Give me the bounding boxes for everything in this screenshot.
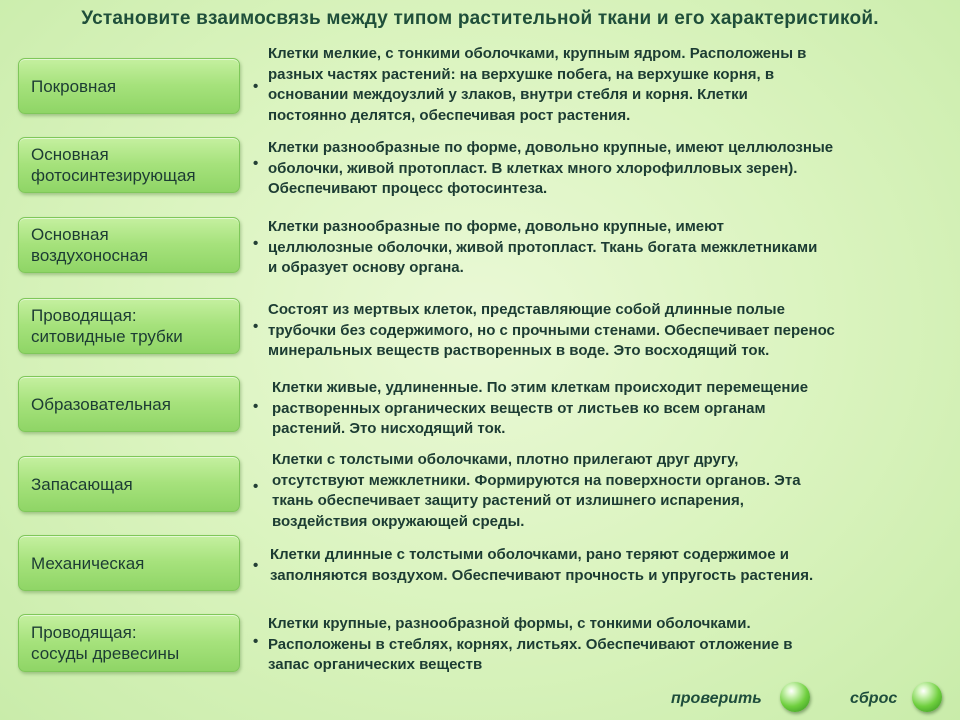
tissue-label: Основная воздухоносная	[31, 225, 149, 265]
description-text[interactable]: Клетки мелкие, с тонкими оболочками, крупным ядром. Расположены в разных частях растений: на верхушке побега, на верхушке корня, в основании междоузлий у злаков, внутри стебля и корня. Клетки постоянно делятся, обеспечивая рост растения.	[268, 45, 807, 124]
bullet-dot: •	[253, 557, 259, 574]
check-button[interactable]	[780, 682, 810, 712]
tissue-label: Проводящая: сосуды древесины	[31, 623, 180, 663]
tissue-label: Покровная	[31, 76, 117, 96]
description-text[interactable]: Клетки крупные, разнообразной формы, с тонкими оболочками. Расположены в стеблях, корнях, листьях. Обеспечивают отложение в запас органических веществ	[268, 615, 793, 673]
tissue-label: Основная фотосинтезирующая	[31, 145, 196, 185]
tissue-tile-sitovidnye-trubki[interactable]	[18, 298, 240, 354]
tissue-tile-pokrovnaya[interactable]	[18, 58, 240, 114]
description-text[interactable]: Клетки длинные с толстыми оболочками, рано теряют содержимое и заполняются воздухом. Обеспечивают прочность и упругость растения.	[270, 546, 814, 584]
tissue-label: Образовательная	[31, 394, 171, 414]
description-text[interactable]: Клетки живые, удлиненные. По этим клеткам происходит перемещение растворенных органических веществ от листьев ко всем органам растений. Это нисходящий ток.	[272, 379, 809, 437]
tissue-tile-obrazovatelnaya[interactable]	[18, 376, 240, 432]
bullet-dot: •	[253, 318, 259, 335]
description-text[interactable]: Клетки разнообразные по форме, довольно крупные, имеют целлюлозные оболочки, живой протопласт. Ткань богата межклетниками и образует основу органа.	[268, 218, 818, 276]
bullet-dot: •	[253, 633, 259, 650]
bullet-dot: •	[253, 235, 259, 252]
bullet-dot: •	[253, 478, 259, 495]
tissue-label: Механическая	[31, 553, 145, 573]
tissue-label: Проводящая: ситовидные трубки	[31, 306, 183, 346]
description-text[interactable]: Клетки разнообразные по форме, довольно крупные, имеют целлюлозные оболочки, живой протопласт. В клетках много хлорофилловых зерен). Обеспечивают процесс фотосинтеза.	[268, 139, 834, 197]
tissue-label: Запасающая	[31, 474, 133, 494]
bullet-dot: •	[253, 78, 259, 95]
tissue-tile-zapasayushchaya[interactable]	[18, 456, 240, 512]
description-text[interactable]: Клетки с толстыми оболочками, плотно прилегают друг другу, отсутствуют межклетники. Формируются на поверхности органов. Эта ткань обеспечивает защиту растений от излишнего испарения, воздействия окружающей среды.	[272, 451, 801, 530]
reset-button[interactable]	[912, 682, 942, 712]
bullet-dot: •	[253, 155, 259, 172]
bullet-dot: •	[253, 398, 259, 415]
tissue-tile-osnovnaya-fotosintez[interactable]	[18, 137, 240, 193]
tissue-tile-mehanicheskaya[interactable]	[18, 535, 240, 591]
check-button-label[interactable]: проверить	[671, 690, 762, 707]
tissue-tile-osnovnaya-vozduhonosnaya[interactable]	[18, 217, 240, 273]
tissue-tile-sosudy-drevesiny[interactable]	[18, 614, 240, 672]
description-text[interactable]: Состоят из мертвых клеток, представляющие собой длинные полые трубочки без содержимого, но с прочными стенами. Обеспечивает перенос минеральных веществ растворенных в воде. Это восходящий ток.	[268, 301, 835, 359]
reset-button-label[interactable]: сброс	[850, 690, 898, 707]
page-title: Установите взаимосвязь между типом растительной ткани и его характеристикой.	[81, 8, 879, 29]
